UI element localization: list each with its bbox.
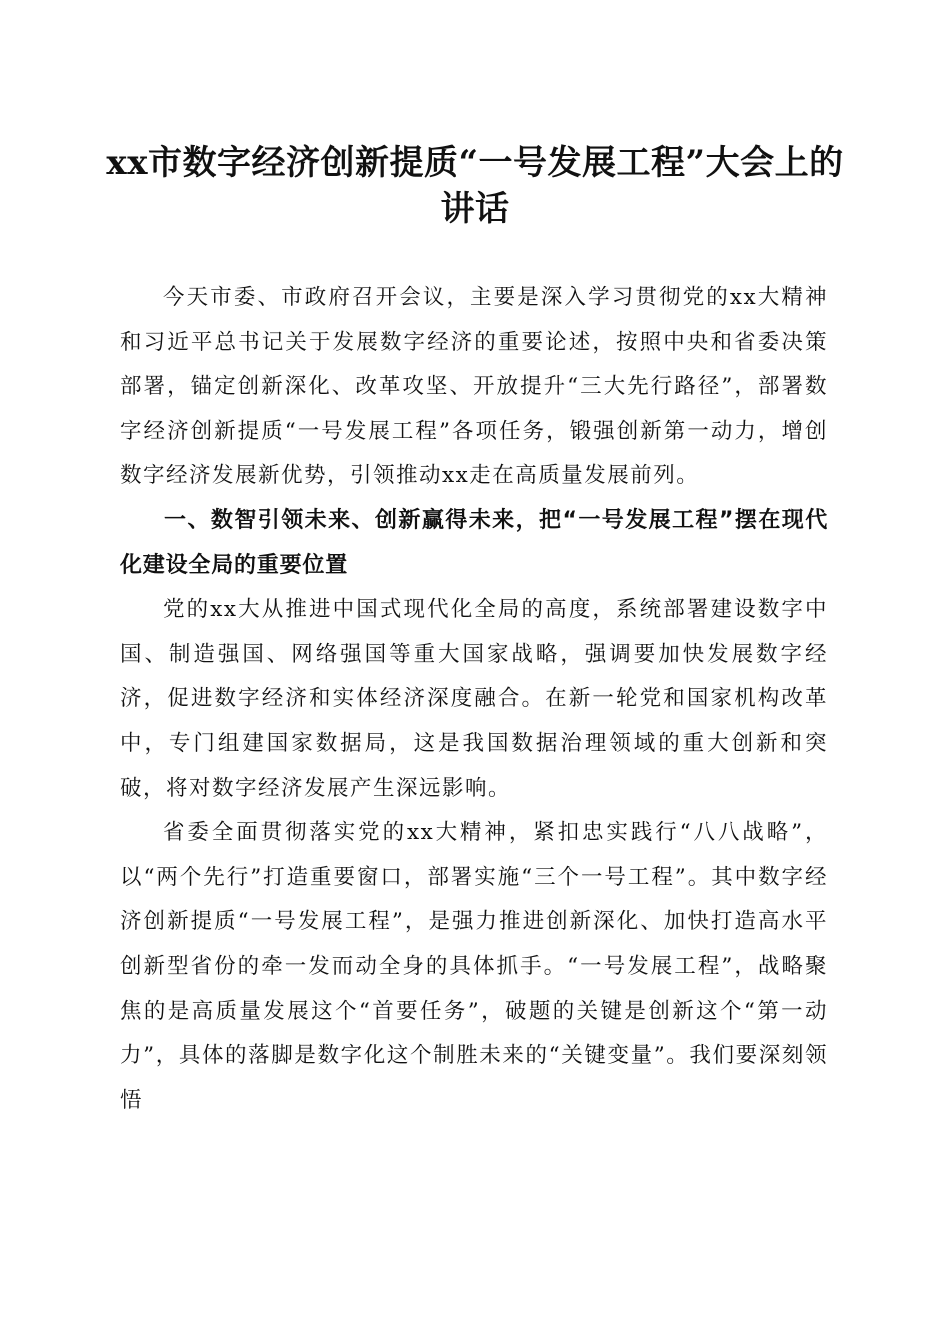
- section-heading: 一、数智引领未来、创新赢得未来，把“一号发展工程”摆在现代化建设全局的重要位置: [120, 507, 828, 578]
- document-body: [120, 276, 828, 1123]
- intro-paragraph: 今天市委、市政府召开会议，主要是深入学习贯彻党的xx大精神和习近平总书记关于发展数字经济的重要论述，按照中央和省委决策部署，锚定创新深化、改革攻坚、开放提升“三大先行路径”，部署数字经济创新提质“一号发展工程”各项任务，锻强创新第一动力，增创数字经济发展新优势，引领推动xx走在高质量发展前列。: [120, 285, 828, 489]
- body-paragraph: 党的xx大从推进中国式现代化全局的高度，系统部署建设数字中国、制造强国、网络强国等重大国家战略，强调要加快发展数字经济，促进数字经济和实体经济深度融合。在新一轮党和国家机构改革中，专门组建国家数据局，这是我国数据治理领域的重大创新和突破，将对数字经济发展产生深远影响。: [120, 597, 828, 801]
- document-title: xx市数字经济创新提质“一号发展工程”大会上的讲话: [106, 143, 844, 229]
- body-paragraph: 省委全面贯彻落实党的xx大精神，紧扣忠实践行“八八战略”，以“两个先行”打造重要窗口，部署实施“三个一号工程”。其中数字经济创新提质“一号发展工程”，是强力推进创新深化、加快打造高水平创新型省份的牵一发而动全身的具体抓手。“一号发展工程”，战略聚焦的是高质量发展这个“首要任务”，破题的关键是创新这个“第一动力”，具体的落脚是数字化这个制胜未来的“关键变量”。我们要深刻领悟: [120, 820, 829, 1113]
